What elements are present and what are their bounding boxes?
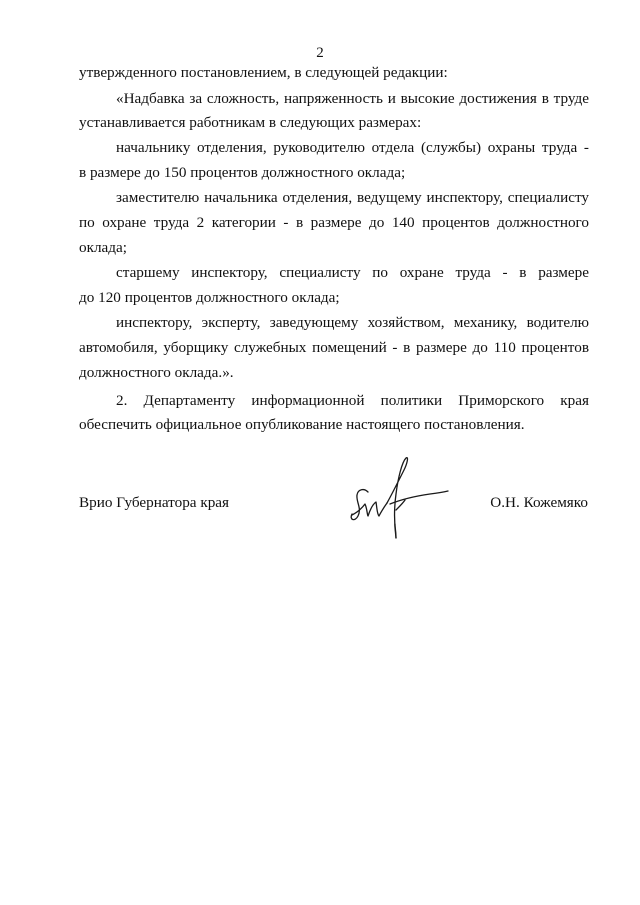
text-line-12: автомобиля, уборщику служебных помещений - в размере до 110 процентов [79,339,589,356]
text-line-10: до 120 процентов должностного оклада; [79,289,340,306]
text-line-2: «Надбавка за сложность, напряженность и высокие достижения в труде [116,90,589,107]
text-line-11: инспектору, эксперту, заведующему хозяйством, механику, водителю [116,314,589,331]
text-line-5: в размере до 150 процентов должностного оклада; [79,164,406,181]
text-line-4: начальнику отделения, руководителю отдела (службы) охраны труда - [116,139,589,156]
signatory-name: О.Н. Кожемяко [490,494,588,511]
text-line-7: по охране труда 2 категории - в размере до 140 процентов должностного [79,214,589,231]
text-line-14: 2. Департаменту информационной политики Приморского края [116,392,589,409]
text-line-1: утвержденного постановлением, в следующей редакции: [79,64,448,81]
signatory-title: Врио Губернатора края [79,494,230,511]
text-line-3: устанавливается работникам в следующих размерах: [79,114,422,131]
text-line-9: старшему инспектору, специалисту по охране труда - в размере [116,264,589,281]
text-line-8: оклада; [79,239,127,256]
text-line-6: заместителю начальника отделения, ведущему инспектору, специалисту [116,189,589,206]
page-number: 2 [316,45,324,61]
text-line-15: обеспечить официальное опубликование настоящего постановления. [79,416,525,433]
handwritten-signature [340,448,460,548]
text-line-13: должностного оклада.». [79,364,234,381]
